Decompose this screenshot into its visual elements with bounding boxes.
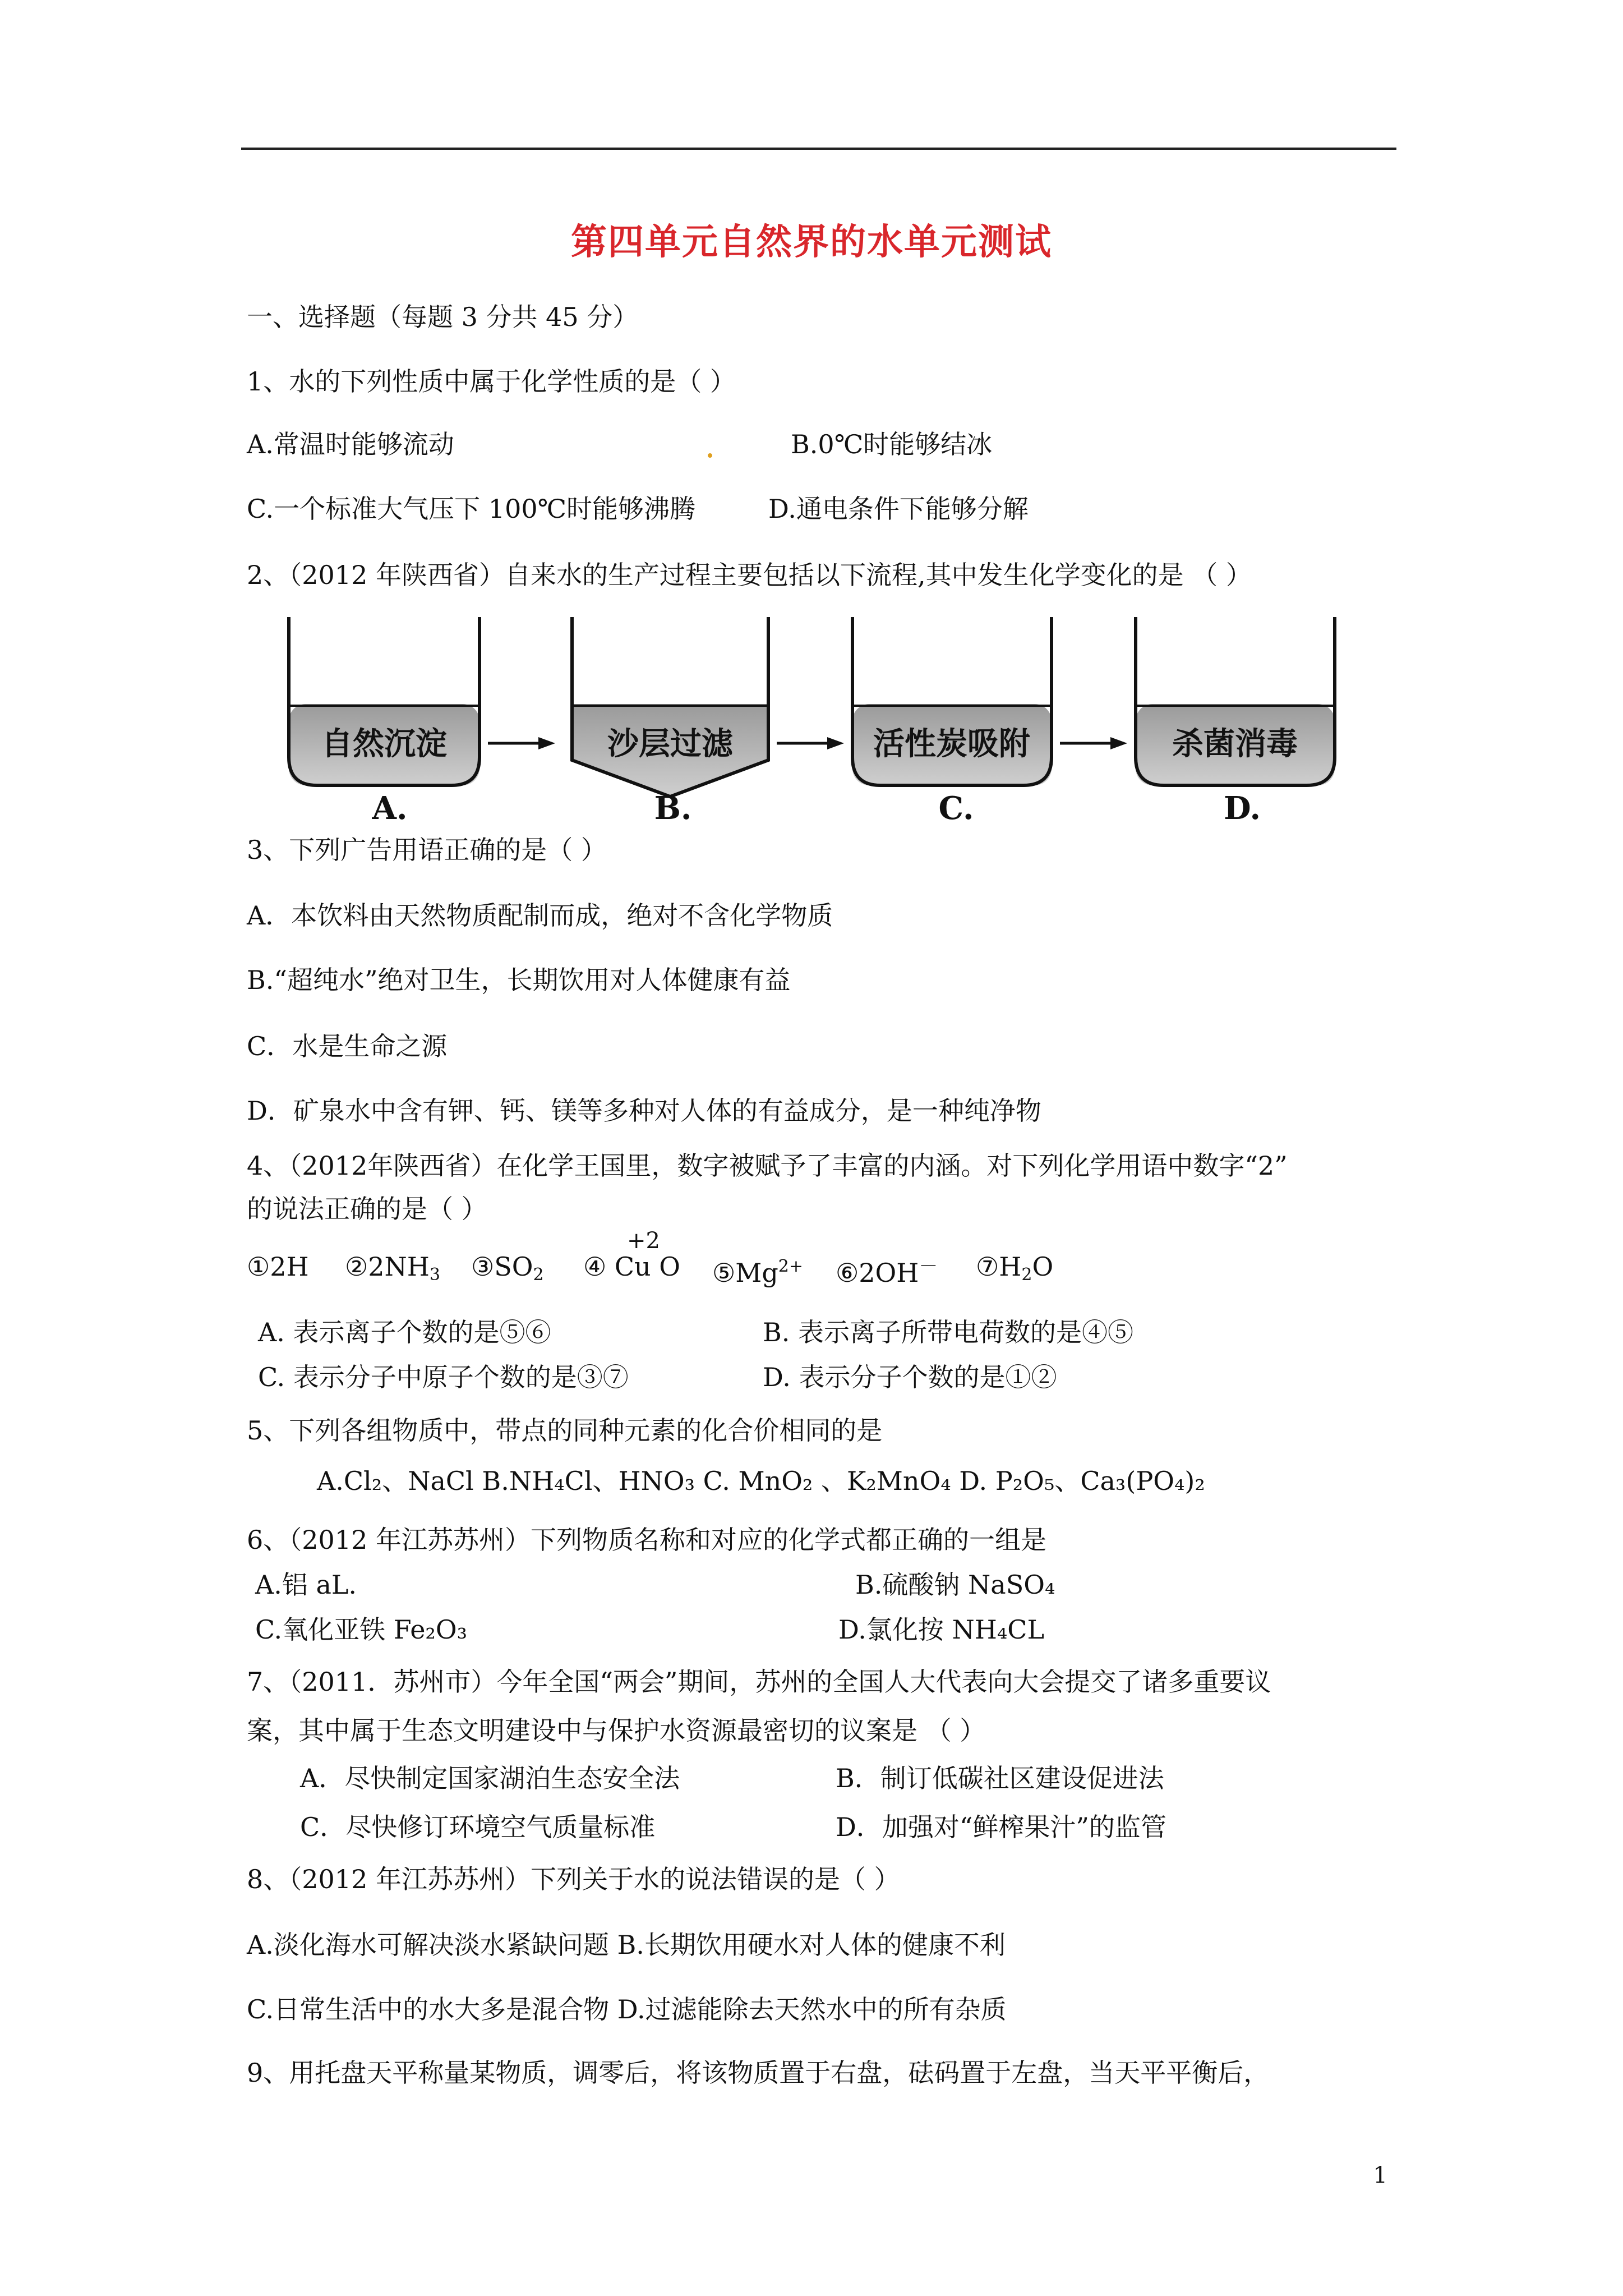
- question-8-options-ab: A.淡化海水可解决淡水紧缺问题 B.长期饮用硬水对人体的健康不利: [247, 1930, 1006, 1960]
- symbol-6: ⑥2OH－: [836, 1255, 938, 1288]
- symbol-7: $⑦H_2O$: [976, 1251, 1054, 1285]
- question-8-options-cd: C.日常生活中的水大多是混合物 D.过滤能除去天然水中的所有杂质: [247, 1994, 1007, 2024]
- arrow-1: [488, 737, 555, 749]
- symbol-1: ①2H: [247, 1251, 309, 1282]
- section-heading: 一、选择题（每题 3 分共 45 分）: [247, 302, 639, 332]
- step-letter-c: C.: [938, 790, 974, 827]
- symbol-4: ④ Cu O: [583, 1251, 681, 1282]
- question-4-stem-line1: 4、（2012年陕西省）在化学王国里，数字被赋予了丰富的内涵。对下列化学用语中数字“2”: [247, 1151, 1288, 1181]
- question-3-option-d: D．矿泉水中含有钾、钙、镁等多种对人体的有益成分，是一种纯净物: [247, 1096, 1041, 1126]
- question-3-option-b: B.“超纯水”绝对卫生，长期饮用对人体健康有益: [247, 965, 791, 995]
- question-4-option-a: A. 表示离子个数的是⑤⑥: [258, 1317, 551, 1347]
- symbol-4-valence: +2: [627, 1228, 660, 1254]
- symbol-2: $②2NH_3$: [345, 1251, 440, 1285]
- question-5-stem: 5、下列各组物质中，带点的同种元素的化合价相同的是: [247, 1415, 883, 1446]
- question-1-option-c: C.一个标准大气压下 100℃时能够沸腾: [247, 494, 696, 524]
- question-8-stem: 8、（2012 年江苏苏州）下列关于水的说法错误的是（ ）: [247, 1864, 900, 1894]
- question-6-option-d: D.氯化按 NH₄CL: [838, 1614, 1045, 1645]
- arrow-2: [777, 737, 844, 749]
- question-1-option-b: B.0℃时能够结冰: [791, 429, 993, 459]
- question-3-option-a: A．本饮料由天然物质配制而成，绝对不含化学物质: [247, 900, 833, 931]
- question-3-option-c: C．水是生命之源: [247, 1031, 448, 1061]
- question-3-stem: 3、下列广告用语正确的是（ ）: [247, 835, 607, 865]
- page-number: 1: [1373, 2162, 1387, 2188]
- question-4-option-b: B. 表示离子所带电荷数的是④⑤: [763, 1317, 1134, 1347]
- step-label-b: 沙层过滤: [607, 726, 733, 762]
- question-1-stem: 1、水的下列性质中属于化学性质的是（ ）: [247, 366, 736, 397]
- step-letter-d: D.: [1223, 790, 1261, 827]
- tank-a: [289, 617, 479, 785]
- question-4-option-d: D. 表示分子个数的是①②: [763, 1362, 1057, 1392]
- step-label-c: 活性炭吸附: [873, 726, 1030, 762]
- question-6-stem: 6、（2012 年江苏苏州）下列物质名称和对应的化学式都正确的一组是: [247, 1525, 1046, 1555]
- question-1-option-a: A.常温时能够流动: [247, 429, 454, 459]
- question-5-options: A.Cl₂、NaCl B.NH₄Cl、HNO₃ C. MnO₂ 、K₂MnO₄ D. P₂O₅、Ca₃(PO₄)₂: [317, 1466, 1205, 1496]
- question-7-option-b: B．制订低碳社区建设促进法: [836, 1763, 1164, 1793]
- page-title: 第四单元自然界的水单元测试: [571, 222, 1052, 263]
- question-4-stem-line2: 的说法正确的是（ ）: [247, 1194, 487, 1224]
- question-4-option-c: C. 表示分子中原子个数的是③⑦: [258, 1362, 629, 1392]
- tank-d: [1136, 617, 1335, 785]
- stray-mark: [708, 453, 712, 458]
- step-letter-a: A.: [372, 790, 408, 827]
- symbol-3: $③SO_2$: [471, 1251, 544, 1285]
- tank-b: [572, 617, 768, 797]
- step-letter-b: B.: [654, 790, 692, 827]
- question-9-stem: 9、用托盘天平称量某物质，调零后，将该物质置于右盘，砝码置于左盘，当天平平衡后，: [247, 2058, 1270, 2088]
- question-7-stem-line1: 7、（2011．苏州市）今年全国“两会”期间，苏州的全国人大代表向大会提交了诸多重要议: [247, 1667, 1271, 1697]
- question-6-option-b: B.硫酸钠 NaSO₄: [855, 1570, 1055, 1600]
- question-2-stem: 2、（2012 年陕西省）自来水的生产过程主要包括以下流程,其中发生化学变化的是 （ ）: [247, 560, 1252, 590]
- question-6-option-a: A.铝 aL.: [255, 1570, 357, 1600]
- question-7-option-a: A．尽快制定国家湖泊生态安全法: [300, 1763, 680, 1793]
- tank-c: [852, 617, 1052, 785]
- question-1-option-d: D.通电条件下能够分解: [768, 494, 1029, 524]
- question-7-option-c: C．尽快修订环境空气质量标准: [300, 1812, 656, 1842]
- step-label-d: 杀菌消毒: [1172, 726, 1298, 762]
- step-letters: [275, 783, 1352, 833]
- step-label-a: 自然沉淀: [321, 726, 447, 762]
- question-6-option-c: C.氧化亚铁 Fe₂O₃: [255, 1614, 468, 1645]
- question-7-stem-line2: 案，其中属于生态文明建设中与保护水资源最密切的议案是 （ ）: [247, 1715, 986, 1746]
- symbol-5: $⑤Mg^{2+}$: [712, 1257, 804, 1288]
- arrow-3: [1060, 737, 1127, 749]
- question-7-option-d: D．加强对“鲜榨果汁”的监管: [836, 1812, 1166, 1842]
- header-rule: [241, 148, 1396, 150]
